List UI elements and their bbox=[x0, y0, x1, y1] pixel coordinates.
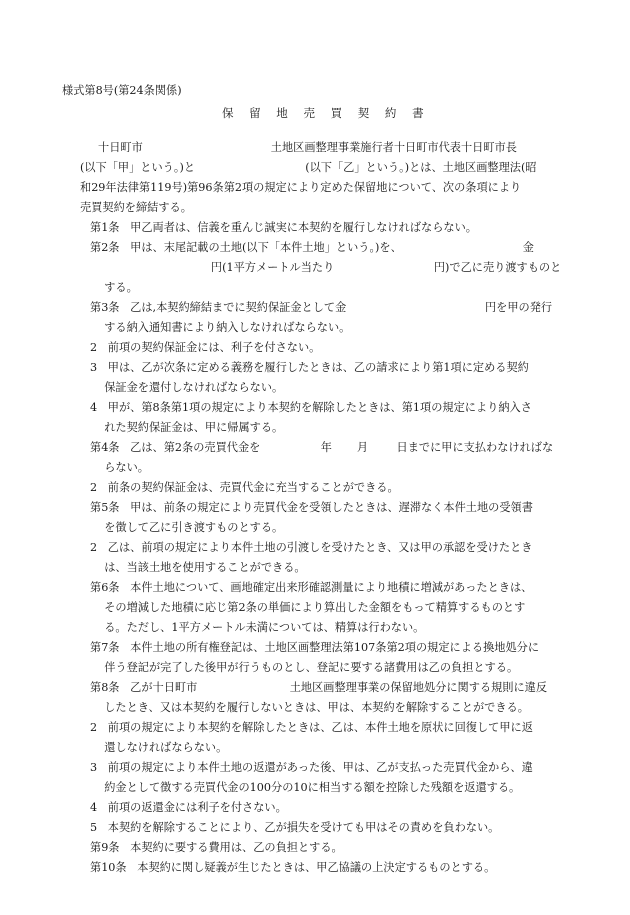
clause-line: 第1条 甲乙両者は、信義を重んじ誠実に本契約を履行しなければならない。 bbox=[90, 221, 477, 234]
clause-line: 5 本契約を解除することにより、乙が損失を受けても甲はその責めを負わない。 bbox=[90, 821, 500, 834]
preamble-line: 和29年法律第119号)第96条第2項の規定により定めた保留地について、次の条項により bbox=[80, 181, 522, 194]
clause-line: する納入通知書により納入しなければならない。 bbox=[90, 321, 351, 334]
clause-line: 第6条 本件土地について、画地確定出来形確認測量により地積に増減があったときは、 bbox=[90, 581, 533, 594]
clause-line: 4 前項の返還金には利子を付さない。 bbox=[90, 801, 287, 814]
clause-line: 2 前条の契約保証金は、売買代金に充当することができる。 bbox=[90, 481, 399, 494]
clause-line: したとき、又は本契約を履行しないときは、甲は、本契約を解除することができる。 bbox=[90, 701, 529, 714]
clause-line: 2 前項の規定により本契約を解除したときは、乙は、本件土地を原状に回復して甲に返 bbox=[90, 721, 533, 734]
clause-line: 3 甲は、乙が次条に定める義務を履行したときは、乙の請求により第1項に定める契約 bbox=[90, 361, 529, 374]
clause-line: 第9条 本契約に要する費用は、乙の負担とする。 bbox=[90, 841, 343, 854]
clause-line: 第3条 乙は,本契約締結までに契約保証金として金 円を甲の発行 bbox=[90, 301, 553, 314]
clause-line: れた契約保証金は、甲に帰属する。 bbox=[90, 421, 284, 434]
clause-line: は、当該土地を使用することができる。 bbox=[90, 561, 306, 574]
form-label: 様式第8号(第24条関係) bbox=[62, 84, 182, 97]
clause-line: らない。 bbox=[90, 461, 149, 474]
clause-line: 第7条 本件土地の所有権登記は、土地区画整理法第107条第2項の規定による換地処分に bbox=[90, 641, 540, 654]
clause-line: 2 前項の契約保証金には、利子を付さない。 bbox=[90, 341, 321, 354]
clause-line: 第4条 乙は、第2条の売買代金を 年 月 日までに甲に支払わなければな bbox=[90, 441, 554, 454]
clause-line: 3 前項の規定により本件土地の返還があった後、甲は、乙が支払った売買代金から、違 bbox=[90, 761, 533, 774]
clause-line: する。 bbox=[90, 281, 138, 294]
clause-line: 4 甲が、第8条第1項の規定により本契約を解除したときは、第1項の規定により納入さ bbox=[90, 401, 532, 414]
clause-line: 第5条 甲は、前条の規定により売買代金を受領したときは、遅滞なく本件土地の受領書 bbox=[90, 501, 533, 514]
clause-line: 第10条 本契約に関し疑義が生じたときは、甲乙協議の上決定するものとする。 bbox=[90, 861, 496, 874]
clause-line: その増減した地積に応じ第2条の単価により算出した金額をもって精算するものとす bbox=[90, 601, 526, 614]
clause-line: 保証金を還付しなければならない。 bbox=[90, 381, 284, 394]
document-title: 保 留 地 売 買 契 約 書 bbox=[222, 106, 430, 120]
clause-line: 2 乙は、前項の規定により本件土地の引渡しを受けたとき、又は甲の承認を受けたとき bbox=[90, 541, 533, 554]
clause-line: 円(1平方メートル当たり 円)で乙に売り渡すものと bbox=[90, 261, 562, 274]
clause-line: 第2条 甲は、末尾記載の土地(以下「本件土地」という。)を、 金 bbox=[90, 241, 534, 254]
clause-line: 第8条 乙が十日町市 土地区画整理事業の保留地処分に関する規則に違反 bbox=[90, 681, 548, 694]
clause-line: 約金として徴する売買代金の100分の10に相当する額を控除した残額を返還する。 bbox=[90, 781, 521, 794]
preamble-line: 十日町市 土地区画整理事業施行者十日町市代表十日町市長 bbox=[98, 141, 517, 154]
preamble-line: (以下「甲」という。)と (以下「乙」という。)とは、土地区画整理法(昭 bbox=[80, 161, 537, 174]
clause-line: る。ただし、1平方メートル未満については、精算は行わない。 bbox=[90, 621, 425, 634]
clause-line: 伴う登記が完了した後甲が行うものとし、登記に要する諸費用は乙の負担とする。 bbox=[90, 661, 519, 674]
clause-line: 還しなければならない。 bbox=[90, 741, 228, 754]
preamble-line: 売買契約を締結する。 bbox=[80, 201, 192, 214]
clause-line: を徴して乙に引き渡すものとする。 bbox=[90, 521, 284, 534]
